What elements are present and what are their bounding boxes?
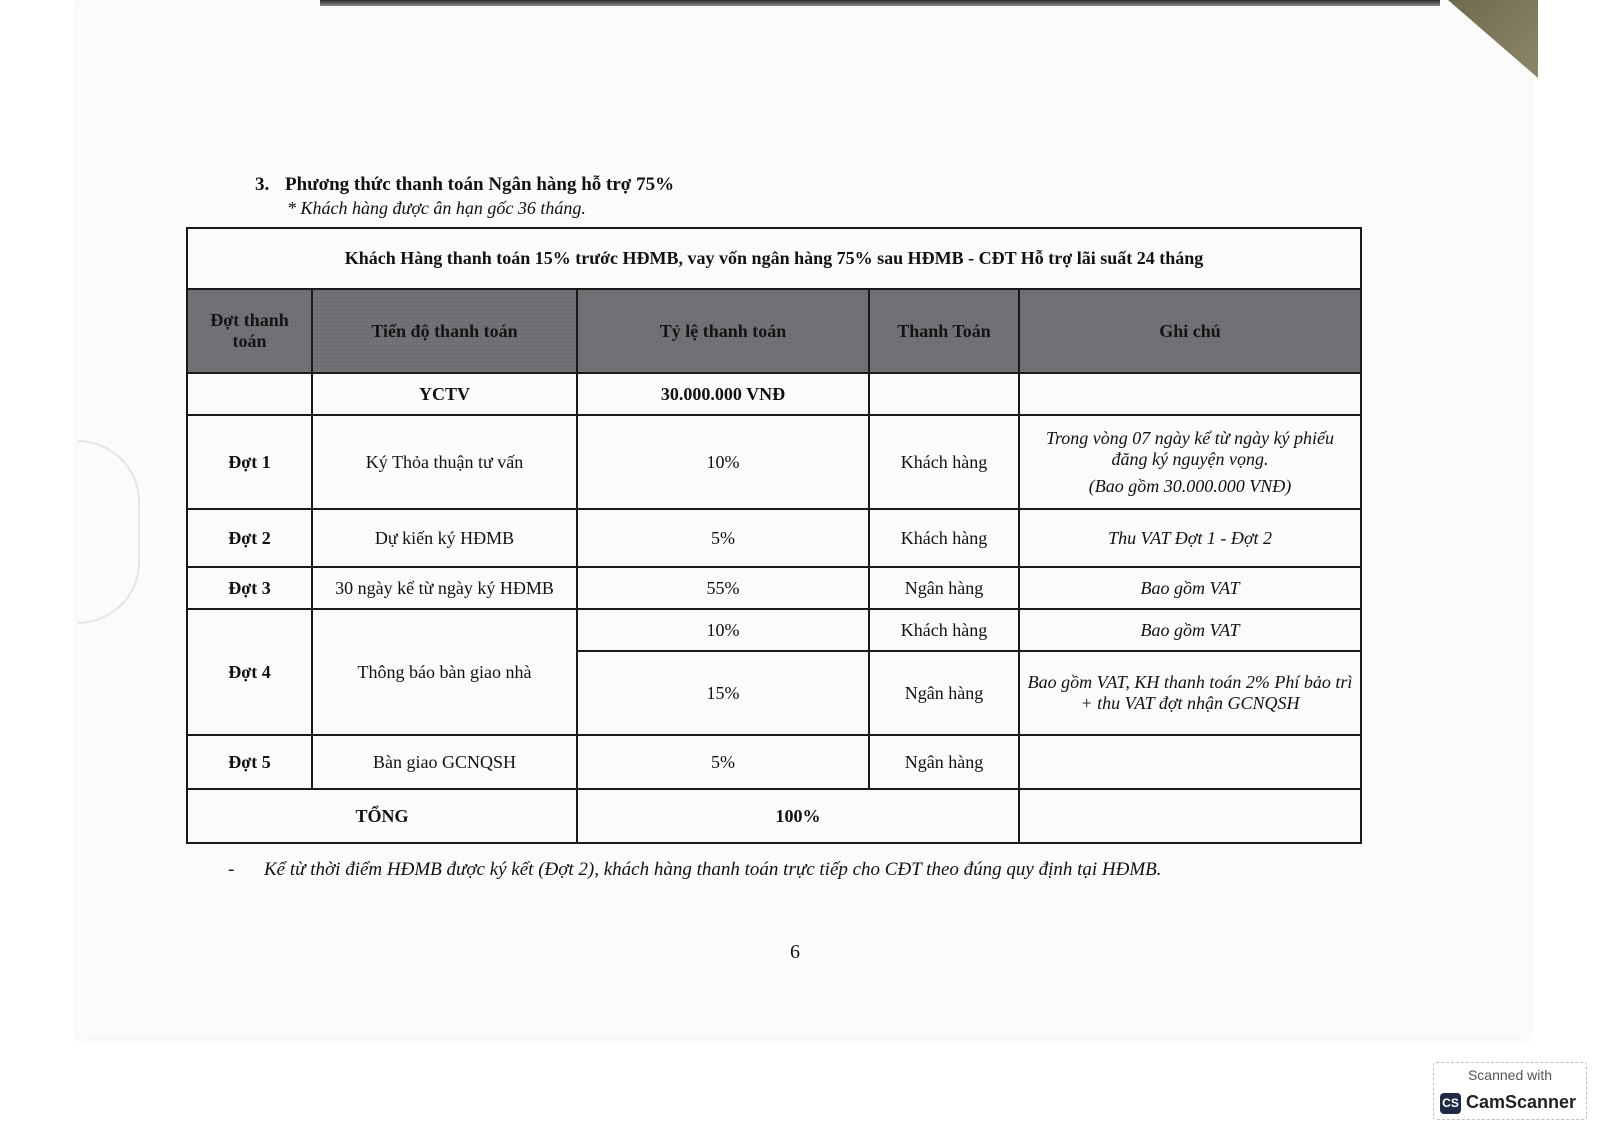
cell-rate: 10% [577,415,869,509]
cell-progress: Dự kiến ký HĐMB [312,509,577,567]
header-phase: Đợt thanh toán [187,289,312,373]
scan-top-edge [320,0,1440,6]
cell-phase: Đợt 5 [187,735,312,789]
note-line: (Bao gồm 30.000.000 VNĐ) [1088,475,1292,496]
footnote [228,859,1162,881]
header-payer: Thanh Toán [869,289,1019,373]
table-row [187,609,1361,651]
page-number: 6 [790,941,800,963]
cell-phase: Đợt 4 [187,609,312,735]
table-total-row [187,789,1361,843]
cell-phase: Đợt 2 [187,509,312,567]
cell-rate: 10% [577,609,869,651]
cell-progress: Bàn giao GCNQSH [312,735,577,789]
cell-payer: Khách hàng [869,415,1019,509]
cell-note [1019,789,1361,843]
cell-note [1019,415,1361,509]
section-heading [255,174,674,196]
footnote-dash: - [228,859,235,880]
cell-phase: Đợt 3 [187,567,312,609]
table-row [187,509,1361,567]
section-title: Phương thức thanh toán Ngân hàng hỗ trợ 75% [285,174,675,195]
cell-payer: Ngân hàng [869,567,1019,609]
cell-payer: Ngân hàng [869,651,1019,735]
cell-note [1019,373,1361,415]
cell-payer: Khách hàng [869,609,1019,651]
scanned-with-label: Scanned with [1467,1067,1553,1083]
cell-progress: Thông báo bàn giao nhà [312,609,577,735]
cell-note [1019,735,1361,789]
section-subnote: * Khách hàng được ân hạn gốc 36 tháng. [287,198,586,218]
cell-progress: Ký Thỏa thuận tư vấn [312,415,577,509]
cell-payer: Khách hàng [869,509,1019,567]
cell-rate: 5% [577,509,869,567]
camscanner-logo-icon: CS [1440,1093,1461,1114]
total-label: TỔNG [187,789,577,843]
cell-rate: 30.000.000 VNĐ [577,373,869,415]
note-line: Trong vòng 07 ngày kể từ ngày ký phiếu đăng ký nguyện vọng. [1045,427,1335,469]
cell-phase: Đợt 1 [187,415,312,509]
cell-payer [869,373,1019,415]
cell-phase [187,373,312,415]
cell-payer: Ngân hàng [869,735,1019,789]
cell-note: Thu VAT Đợt 1 - Đợt 2 [1019,509,1361,567]
payment-schedule-table [186,227,1362,844]
footnote-text: Kể từ thời điểm HĐMB được ký kết (Đợt 2), khách hàng thanh toán trực tiếp cho CĐT theo đúng quy định tại HĐMB. [264,859,1162,880]
table-caption: Khách Hàng thanh toán 15% trước HĐMB, vay vốn ngân hàng 75% sau HĐMB - CĐT Hỗ trợ lãi suất 24 tháng [187,228,1361,289]
cell-rate: 5% [577,735,869,789]
cell-note: Bao gồm VAT, KH thanh toán 2% Phí bảo trì + thu VAT đợt nhận GCNQSH [1019,651,1361,735]
camscanner-watermark [1433,1062,1587,1120]
cell-progress: 30 ngày kể từ ngày ký HĐMB [312,567,577,609]
cell-rate: 55% [577,567,869,609]
section-number: 3. [255,174,270,195]
camscanner-brand: CamScanner [1466,1092,1577,1112]
total-value: 100% [577,789,1019,843]
header-progress: Tiến độ thanh toán [312,289,577,373]
header-note: Ghi chú [1019,289,1361,373]
table-row [187,373,1361,415]
table-row [187,567,1361,609]
cell-rate: 15% [577,651,869,735]
header-rate: Tỷ lệ thanh toán [577,289,869,373]
cell-progress: YCTV [312,373,577,415]
cell-note: Bao gồm VAT [1019,609,1361,651]
table-row [187,415,1361,509]
cell-note: Bao gồm VAT [1019,567,1361,609]
table-row [187,735,1361,789]
